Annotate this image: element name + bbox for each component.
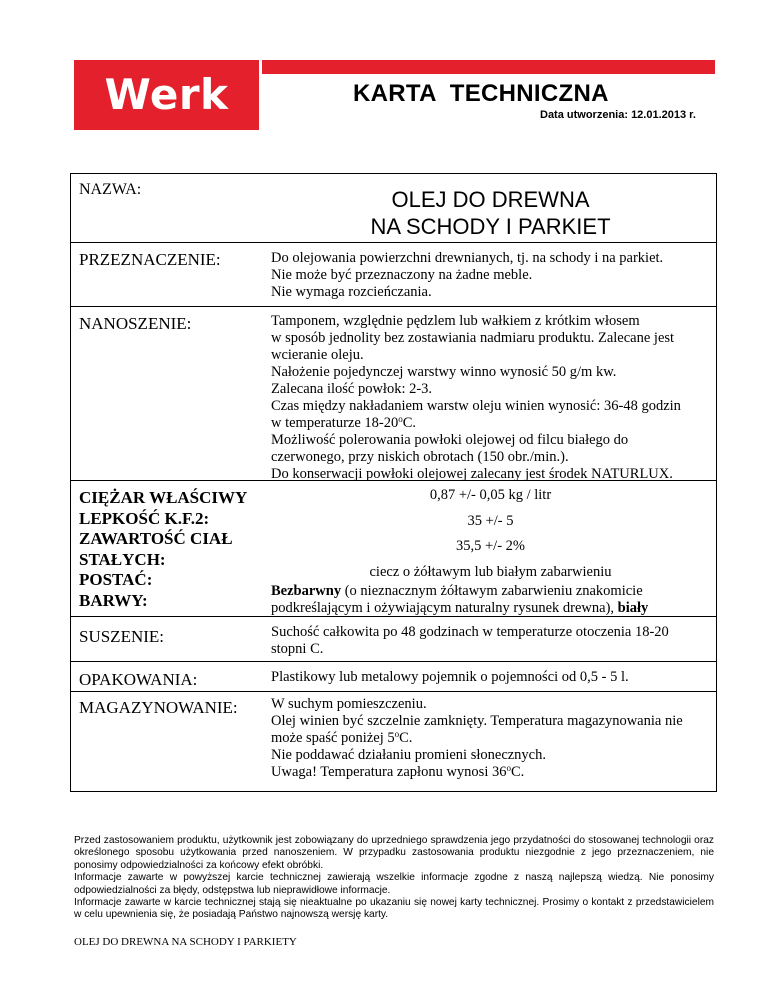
- viscosity-label: LEPKOŚĆ K.F.2:: [79, 508, 210, 528]
- purpose-line: Do olejowania powierzchni drewnianych, tj. na schody i na parkiet.: [271, 250, 664, 266]
- application-line: czerwonego, przy niskich obrotach (150 obr./min.).: [271, 449, 569, 465]
- colors-colorless: Bezbarwny: [271, 583, 342, 599]
- storage-text: może spaść poniżej 5: [271, 730, 395, 746]
- product-name: [271, 186, 710, 240]
- purpose-value: [271, 250, 710, 301]
- row-divider: [71, 661, 716, 662]
- row-divider: [71, 306, 716, 307]
- form-value: ciecz o żółtawym lub białym zabarwieniu: [369, 564, 612, 580]
- solids-label-cont: STAŁYCH:: [79, 549, 166, 569]
- application-line: w sposób jednolity bez zostawiania nadmiaru produktu. Zalecane jest: [271, 330, 675, 346]
- creation-date: Data utworzenia: 12.01.2013 r.: [540, 109, 696, 121]
- properties-labels: [79, 488, 247, 611]
- colors-value: [271, 583, 710, 617]
- colors-text: podkreślającym i ożywiającym naturalny rysunek drewna),: [271, 600, 618, 616]
- colors-white: biały: [617, 600, 649, 616]
- purpose-label: PRZEZNACZENIE:: [79, 250, 221, 269]
- application-line: Zalecana ilość powłok: 2-3.: [271, 381, 433, 397]
- application-line: Do konserwacji powłoki olejowej zalecany jest środek NATURLUX.: [271, 466, 673, 482]
- document-title: KARTA TECHNICZNA: [353, 80, 609, 107]
- application-line: Czas między nakładaniem warstw oleju winien wynosić: 36-48 godzin: [271, 398, 681, 414]
- application-text: w temperaturze 18-20: [271, 415, 399, 431]
- application-line: Możliwość polerowania powłoki olejowej od filcu białego do: [271, 432, 629, 448]
- storage-line: Olej winien być szczelnie zamknięty. Temperatura magazynowania nie: [271, 713, 683, 729]
- disclaimer-paragraph: Przed zastosowaniem produktu, użytkownik jest zobowiązany do uprzedniego sprawdzenia jego przydatności do stosowanej technologii oraz określonego sposobu użytkowania przed nanoszeniem. W przypadku zastosowania produktu niezgodnie z jego przeznaczeniem, nie ponosimy odpowiedzialności za końcowy efekt obróbki.: [74, 835, 714, 871]
- packaging-label: OPAKOWANIA:: [79, 670, 198, 689]
- weight-value: 0,87 +/- 0,05 kg / litr: [429, 487, 552, 503]
- header-accent-bar: [262, 60, 715, 74]
- product-name-line2: NA SCHODY I PARKIET: [370, 214, 611, 239]
- form-label: POSTAĆ:: [79, 570, 153, 589]
- storage-line: Nie poddawać działaniu promieni słonecznych.: [271, 747, 546, 763]
- row-divider: [71, 480, 716, 481]
- viscosity-value: 35 +/- 5: [467, 513, 514, 529]
- degree-sign: o: [394, 729, 400, 739]
- solids-value: 35,5 +/- 2%: [456, 538, 525, 554]
- drying-label: SUSZENIE:: [79, 627, 164, 646]
- packaging-value: Plastikowy lub metalowy pojemnik o pojemności od 0,5 - 5 l.: [271, 669, 629, 685]
- storage-label: MAGAZYNOWANIE:: [79, 698, 238, 717]
- colors-text: (o nieznacznym żółtawym zabarwieniu znakomicie: [341, 583, 643, 599]
- row-divider: [71, 616, 716, 617]
- application-label: NANOSZENIE:: [79, 314, 192, 333]
- storage-line: [271, 730, 710, 747]
- degree-sign: o: [506, 763, 511, 773]
- disclaimer-paragraph: Informacje zawarte w karcie technicznej stają się nieaktualne po ukazaniu się nowej karty technicznej. Prosimy o kontakt z przedstawicielem w celu upewnienia się, że posiadają Państwo najnowszą wersję karty.: [74, 897, 714, 921]
- product-name-line1: OLEJ DO DREWNA: [391, 187, 590, 212]
- storage-text: C.: [510, 764, 525, 780]
- application-line: [271, 415, 710, 432]
- disclaimer: [74, 835, 714, 922]
- degree-sign: o: [398, 414, 403, 424]
- page-footer: OLEJ DO DREWNA NA SCHODY I PARKIETY: [74, 936, 297, 948]
- row-divider: [71, 242, 716, 243]
- weight-label: CIĘŻAR WŁAŚCIWY: [79, 488, 248, 507]
- purpose-line: Nie może być przeznaczony na żadne meble.: [271, 267, 533, 283]
- storage-text: Uwaga! Temperatura zapłonu wynosi 36: [271, 764, 507, 780]
- colors-label: BARWY:: [79, 590, 148, 610]
- storage-value: [271, 696, 710, 781]
- application-line: wcieranie oleju.: [271, 347, 364, 363]
- drying-line: stopni C.: [271, 641, 324, 657]
- application-value: [271, 313, 710, 483]
- drying-value: [271, 624, 710, 658]
- application-line: Tamponem, względnie pędzlem lub wałkiem z krótkim włosem: [271, 313, 640, 329]
- brand-logo: Werk: [74, 60, 259, 130]
- drying-line: Suchość całkowita po 48 godzinach w temperaturze otoczenia 18-20: [271, 624, 669, 640]
- solids-label: ZAWARTOŚĆ CIAŁ: [79, 529, 233, 548]
- row-divider: [71, 691, 716, 692]
- technical-sheet-table: [70, 173, 717, 792]
- colors-line: [271, 583, 710, 600]
- storage-line: [271, 764, 710, 781]
- colors-line: [271, 600, 710, 617]
- name-label: NAZWA:: [79, 181, 142, 198]
- storage-text: C.: [399, 730, 413, 746]
- disclaimer-paragraph: Informacje zawarte w powyższej karcie technicznej zawierają wszelkie informacje zgodne z naszą najlepszą wiedzą. Nie ponosimy odpowiedzialności za błędy, odstępstwa lub nieprawidłowe informacje.: [74, 872, 714, 896]
- storage-line: W suchym pomieszczeniu.: [271, 696, 427, 712]
- purpose-line: Nie wymaga rozcieńczania.: [271, 284, 432, 300]
- application-text: C.: [402, 415, 417, 431]
- application-line: Nałożenie pojedynczej warstwy winno wynosić 50 g/m kw.: [271, 364, 617, 380]
